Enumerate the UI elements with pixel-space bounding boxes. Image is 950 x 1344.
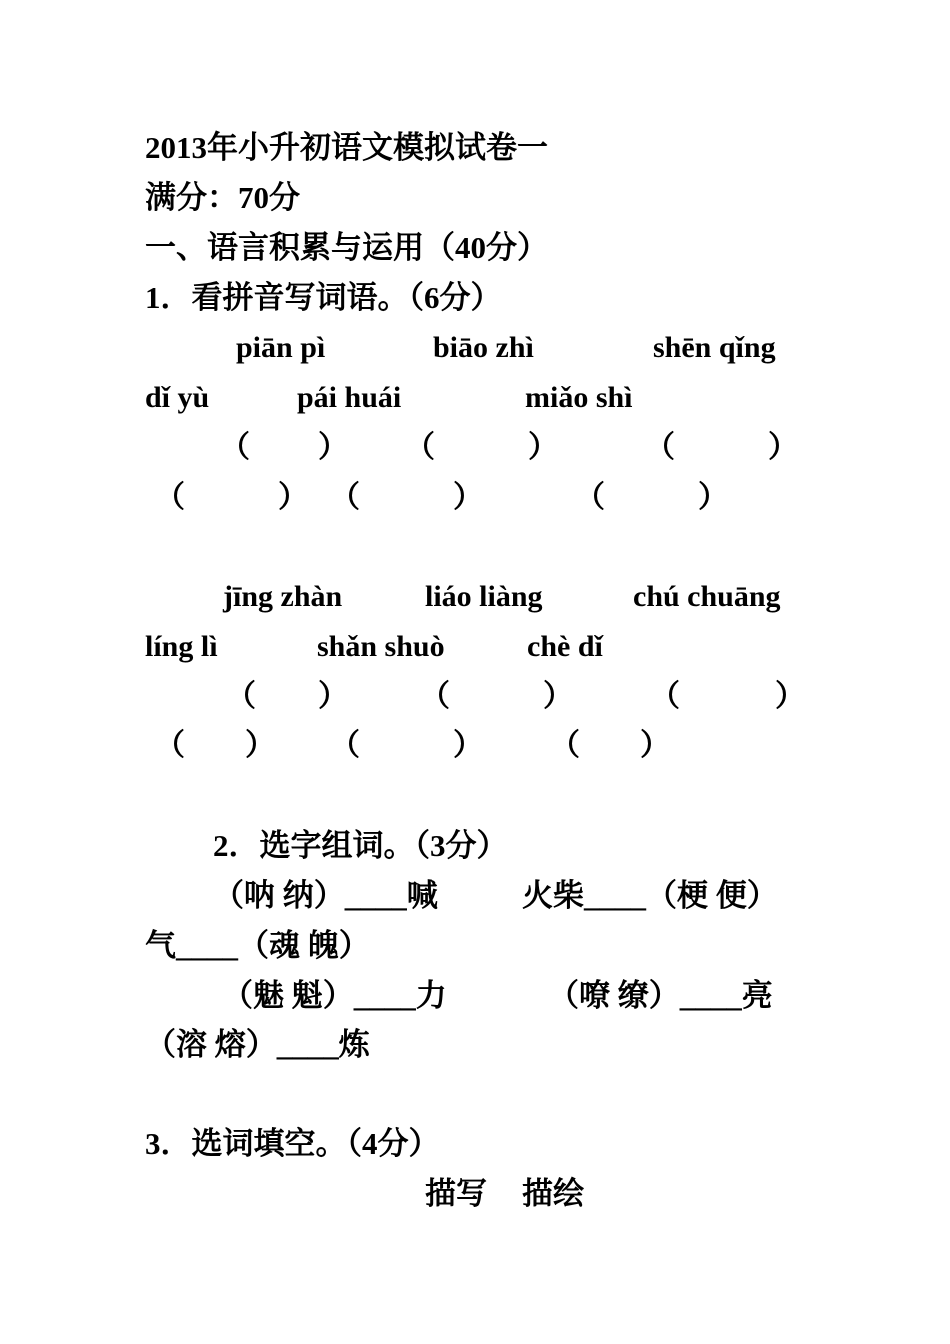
- fill-item: 气____（魂 魄）: [145, 928, 370, 963]
- answer-bracket-close: ）: [698, 481, 728, 514]
- question-3-heading: 3．选词填空。（4分）: [145, 1126, 440, 1161]
- full-score: 满分：70分: [145, 180, 300, 215]
- answer-bracket-close: ）: [543, 680, 573, 713]
- answer-blank[interactable]: ____: [584, 878, 646, 913]
- pinyin-word: líng lì: [145, 630, 218, 663]
- pinyin-word: shēn qǐng: [653, 331, 776, 364]
- answer-bracket-close: ）: [278, 481, 308, 514]
- answer-bracket-close: ）: [528, 431, 558, 464]
- answer-bracket-open: （: [650, 680, 680, 713]
- pinyin-word: shǎn shuò: [317, 630, 445, 663]
- answer-bracket-open: （: [330, 481, 360, 514]
- answer-bracket-open: （: [645, 431, 675, 464]
- pinyin-word: jīng zhàn: [223, 580, 343, 613]
- fill-item: （魅 魁）____力: [222, 978, 447, 1013]
- answer-bracket-close: ）: [453, 729, 483, 762]
- answer-blank[interactable]: ____: [353, 978, 416, 1013]
- answer-bracket-open: （: [405, 431, 435, 464]
- pinyin-word: piān pì: [236, 331, 326, 364]
- pinyin-word: chú chuāng: [633, 580, 781, 613]
- answer-bracket-close: ）: [318, 431, 348, 464]
- answer-blank[interactable]: ____: [176, 928, 238, 963]
- fill-item: （溶 熔）____炼: [145, 1027, 370, 1062]
- word-option: 描写: [425, 1176, 487, 1211]
- fill-item: （呐 纳）____喊: [213, 878, 438, 913]
- answer-bracket-open: （: [155, 481, 185, 514]
- pinyin-word: liáo liàng: [425, 580, 543, 613]
- answer-bracket-close: ）: [775, 680, 805, 713]
- pinyin-word: dǐ yù: [145, 381, 210, 414]
- question-1-heading: 1．看拼音写词语。（6分）: [145, 280, 502, 315]
- pinyin-word: biāo zhì: [433, 331, 534, 364]
- pinyin-word: pái huái: [297, 381, 402, 414]
- word-option: 描绘: [522, 1176, 584, 1211]
- answer-bracket-close: ）: [245, 729, 275, 762]
- exam-title: 2013年小升初语文模拟试卷一: [145, 130, 548, 165]
- question-2-heading: 2．选字组词。（3分）: [213, 828, 508, 863]
- answer-bracket-close: ）: [768, 431, 798, 464]
- answer-bracket-open: （: [220, 431, 250, 464]
- answer-blank[interactable]: ____: [344, 878, 407, 913]
- answer-bracket-open: （: [420, 680, 450, 713]
- answer-bracket-close: ）: [318, 680, 348, 713]
- answer-blank[interactable]: ____: [276, 1027, 339, 1062]
- answer-bracket-open: （: [226, 680, 256, 713]
- pinyin-word: miǎo shì: [525, 381, 633, 414]
- answer-bracket-open: （: [155, 729, 185, 762]
- pinyin-word: chè dǐ: [527, 630, 603, 663]
- answer-bracket-open: （: [575, 481, 605, 514]
- answer-bracket-close: ）: [640, 729, 670, 762]
- section-heading: 一、语言积累与运用（40分）: [145, 230, 548, 265]
- answer-bracket-close: ）: [453, 481, 483, 514]
- answer-bracket-open: （: [550, 729, 580, 762]
- answer-bracket-open: （: [330, 729, 360, 762]
- answer-blank[interactable]: ____: [679, 978, 742, 1013]
- fill-item: （嘹 缭）____亮: [548, 978, 773, 1013]
- fill-item: 火柴____（梗 便）: [522, 878, 778, 913]
